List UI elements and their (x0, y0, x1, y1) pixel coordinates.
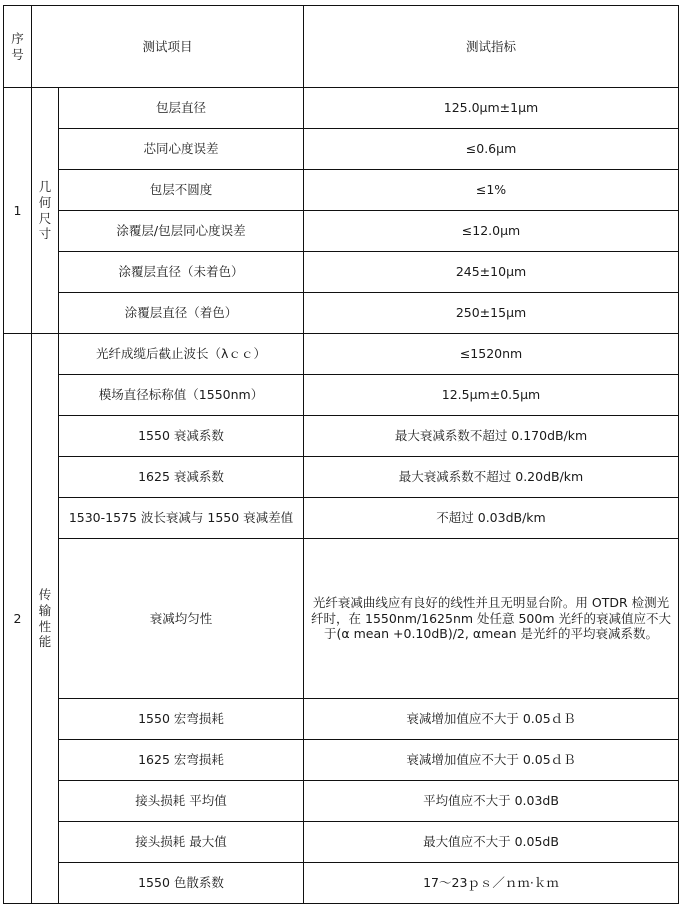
table-row (4, 699, 679, 740)
header-seq-char-2: 号 (11, 46, 24, 62)
header-row (4, 6, 679, 88)
test-value: 12.5μm±0.5μm (304, 375, 679, 416)
test-item: 涂覆层直径（未着色） (59, 252, 304, 293)
test-value: 最大衰减系数不超过 0.20dB/km (304, 457, 679, 498)
spec-table (3, 5, 679, 904)
table-row (4, 375, 679, 416)
test-value: 平均值应不大于 0.03dB (304, 781, 679, 822)
test-value: ≤0.6μm (304, 129, 679, 170)
test-item: 包层直径 (59, 88, 304, 129)
category-char: 传 (38, 587, 52, 603)
table-row (4, 781, 679, 822)
category-char: 尺 (38, 210, 52, 226)
table-row (4, 457, 679, 498)
table-row (4, 293, 679, 334)
table-row (4, 539, 679, 699)
category-char: 能 (38, 634, 52, 650)
header-item: 测试项目 (32, 6, 304, 88)
table-row (4, 334, 679, 375)
group-number: 1 (4, 88, 32, 334)
test-item: 涂覆层直径（着色） (59, 293, 304, 334)
test-value: 衰减增加值应不大于 0.05ｄＢ (304, 699, 679, 740)
test-value: 17～23ｐｓ／ｎｍ·ｋｍ (304, 863, 679, 904)
test-value: 不超过 0.03dB/km (304, 498, 679, 539)
table-row (4, 211, 679, 252)
test-value: 245±10μm (304, 252, 679, 293)
group-number: 2 (4, 334, 32, 904)
category-char: 何 (38, 194, 52, 210)
test-item: 包层不圆度 (59, 170, 304, 211)
test-item: 接头损耗 最大值 (59, 822, 304, 863)
test-value: ≤1520nm (304, 334, 679, 375)
test-item: 涂覆层/包层同心度误差 (59, 211, 304, 252)
table-row (4, 88, 679, 129)
category-char: 性 (38, 618, 52, 634)
table-row (4, 129, 679, 170)
test-value: 250±15μm (304, 293, 679, 334)
test-item: 衰减均匀性 (59, 539, 304, 699)
test-value: 最大值应不大于 0.05dB (304, 822, 679, 863)
test-value: 最大衰减系数不超过 0.170dB/km (304, 416, 679, 457)
test-value-paragraph: 光纤衰减曲线应有良好的线性并且无明显台阶。用 OTDR 检测光纤时，在 1550nm/1625nm 处任意 500m 光纤的衰减值应不大于(α mean +0.10dB)/2, αmean 是光纤的平均衰减系数。 (304, 539, 679, 699)
test-item: 1550 衰减系数 (59, 416, 304, 457)
test-item: 1625 衰减系数 (59, 457, 304, 498)
test-item: 1625 宏弯损耗 (59, 740, 304, 781)
test-value: 125.0μm±1μm (304, 88, 679, 129)
table-row (4, 252, 679, 293)
group-category (32, 334, 59, 904)
test-item: 1550 色散系数 (59, 863, 304, 904)
test-item: 1550 宏弯损耗 (59, 699, 304, 740)
table-row (4, 822, 679, 863)
category-char: 几 (38, 179, 52, 195)
header-seq-char-1: 序 (11, 30, 24, 46)
test-value: ≤12.0μm (304, 211, 679, 252)
table-row (4, 416, 679, 457)
test-value: 衰减增加值应不大于 0.05ｄＢ (304, 740, 679, 781)
category-char: 寸 (38, 226, 52, 242)
table-row (4, 170, 679, 211)
table-row (4, 740, 679, 781)
header-seq (4, 6, 32, 88)
test-item: 模场直径标称值（1550nm） (59, 375, 304, 416)
test-value: ≤1% (304, 170, 679, 211)
table-row (4, 498, 679, 539)
group-category (32, 88, 59, 334)
table-row (4, 863, 679, 904)
header-indicator: 测试指标 (304, 6, 679, 88)
test-item: 接头损耗 平均值 (59, 781, 304, 822)
test-item: 芯同心度误差 (59, 129, 304, 170)
test-item: 光纤成缆后截止波长（λｃｃ） (59, 334, 304, 375)
test-item: 1530-1575 波长衰减与 1550 衰减差值 (59, 498, 304, 539)
category-char: 输 (38, 602, 52, 618)
